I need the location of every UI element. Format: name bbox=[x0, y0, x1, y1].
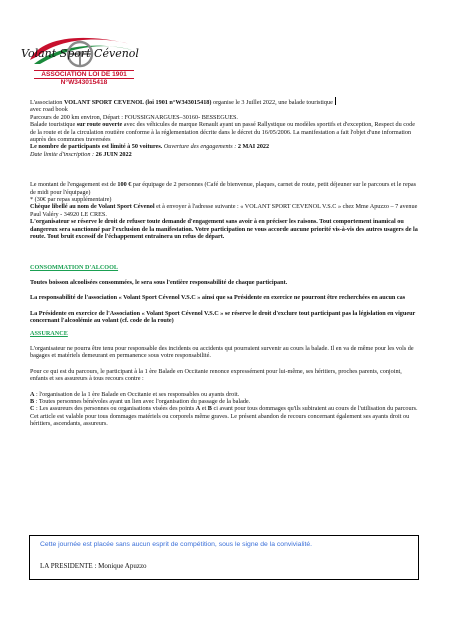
association-number: N°W343015418 bbox=[60, 79, 108, 86]
insurance-section-title: ASSURANCE bbox=[30, 329, 68, 337]
insurance-list: A : l'organisation de la 1 ère Balade en Occitanie et ses responsables ou ayants droit. B : Toutes personnes bénévoles ayant un lien avec l'organisation du passage de la balade. C : Les assureurs des personnes ou organisations visées des points A et B ci avant pour tous dommages qu'ils subiraient au cours de l'utilisation du parcours. Cet article est valable pour tous dommages matériels ou corporels même graves. Le présent abandon de recours concernant également ses ayants droit ou héritiers, ascendants, assureurs. bbox=[30, 390, 418, 428]
fee-paragraph: Le montant de l'engagement est de 100 € par équipage de 2 personnes (Café de bienvenue, plaques, carnet de route, petit déjeuner sur le parcours et le repas de midi pour l'équipage) * (30€ par repas supplémentaire) Chèque libellé au nom de Volant Sport Cévenol et à envoyer à l'adresse suivante : « VOLANT SPORT CEVENOL V.S.C » chez Mme Apuzzo – 7 avenue Paul Valéry - 34920 LE CRES. L'organisateur se réserve le droit de refuser toute demande d'engagement sans avoir à en préciser les raisons. Tout comportement inamical ou dangereux sera sanctionné par l'exclusion de la manifestation. Votre participation ne vous accorde aucune priorité vis-à-vis des autres usagers de la route. Tout bruit excessif de l'échappement entrainera un refus de départ. bbox=[30, 181, 418, 241]
logo-script-text: Volant Sport Cévenol bbox=[21, 47, 139, 60]
steering-wheel-logo-icon bbox=[20, 30, 140, 74]
alcohol-paragraph-2: La responsabilité de l'association « Volant Sport Cévenol V.S.C » ainsi que sa Présidente en exercice ne pourront être recherchées en aucun cas bbox=[30, 294, 406, 302]
president-signature-line: LA PRESIDENTE : Monique Apuzzo bbox=[40, 562, 147, 570]
alcohol-paragraph-3: La Présidente en exercice de l'Association « Volant Sport Cévenol V.S.C » se réserve le droit d'exclure tout participant pas la législation en vigueur concernant l'alcoolémie au volant (cf. code de la route) bbox=[30, 309, 416, 325]
insurance-paragraph-2: Pour ce qui est du parcours, le participant à la 1 ère Balade en Occitanie renonce expressément pour lui-même, ses héritiers, proches parents, conjoint, enfants et ses assureurs à tous recours contre : bbox=[30, 367, 402, 383]
insurance-paragraph-1: L'organisateur ne pourra être tenu pour responsable des incidents ou accidents qui pourraient survenir au cours la balade. Il en va de même pour les vols de bagages et matériels demeurant en permanence sous votre responsabilité. bbox=[30, 344, 414, 360]
association-logo bbox=[20, 30, 140, 102]
alcohol-paragraph-1: Toutes boisson alcoolisées consommées, le sera sous l'entière responsabilité de chaque participant. bbox=[30, 278, 288, 286]
alcohol-section-title: CONSOMMATION D'ALCOOL bbox=[30, 263, 119, 271]
footer-box bbox=[29, 535, 419, 580]
text-cursor bbox=[335, 97, 336, 105]
association-law-label: ASSOCIATION LOI DE 1901 bbox=[34, 70, 134, 79]
intro-paragraph: L'association VOLANT SPORT CEVENOL (loi 1901 n°W343015418) organise le 3 Juillet 2022, une balade touristique avec road book Parcours de 200 km environ, Départ : FOUSSIGNARGUES–30160- BESSEGUES. Balade touristique sur route ouverte avec des véhicules de marque Renault ayant un passé Rallystique ou modèles sportifs et d'exception, Respect du code de la route et de la circulation routière conforme à la réglementation décrite dans le décret du 16/05/2006. La manifestation a fait l'objet d'une information auprès des communes traversées Le nombre de participants est limité à 50 voitures. Ouverture des engagements : 2 MAI 2022 Date limite d'inscription : 26 JUIN 2022 bbox=[30, 99, 415, 158]
conviviality-note: Cette journée est placée sans aucun esprit de compétition, sous le signe de la convivialité. bbox=[40, 541, 313, 548]
document-body bbox=[30, 97, 420, 428]
